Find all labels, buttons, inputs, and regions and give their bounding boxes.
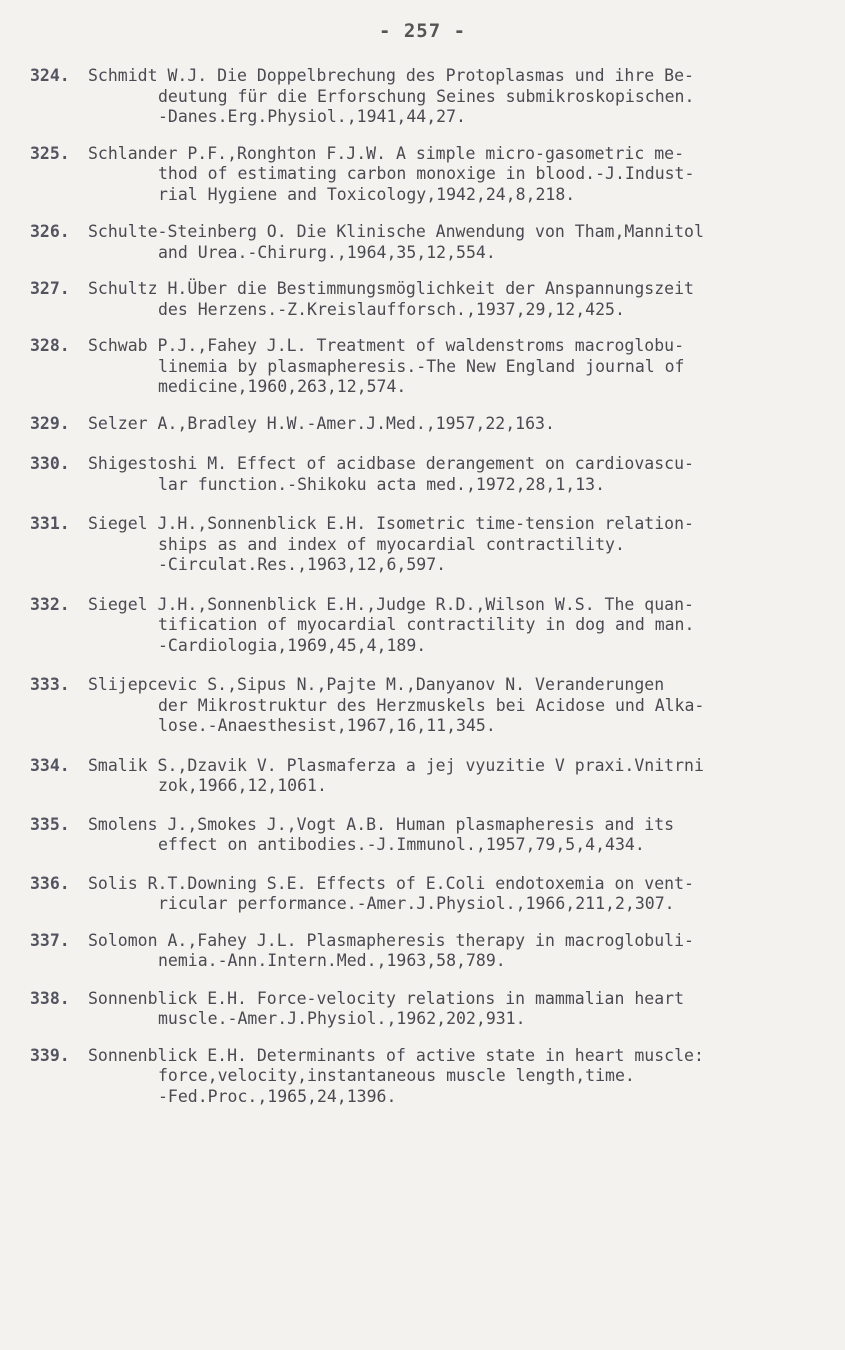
- reference-text: [88, 66, 830, 128]
- reference-line: Siegel J.H.,Sonnenblick E.H. Isometric time-tension relation-: [88, 514, 694, 533]
- reference-line: tification of myocardial contractility in dog and man.: [158, 615, 695, 634]
- reference-list: [30, 66, 830, 1107]
- reference-line: medicine,1960,263,12,574.: [158, 377, 407, 396]
- reference-line: Smolens J.,Smokes J.,Vogt A.B. Human plasmapheresis and its: [88, 814, 675, 834]
- reference-line: ships as and index of myocardial contractility.: [158, 534, 625, 554]
- reference-text: [88, 222, 830, 263]
- reference-line: Schultz H.Über die Bestimmungsmöglichkeit der Anspannungszeit: [88, 279, 694, 298]
- reference-text: [88, 595, 830, 657]
- reference-line: rial Hygiene and Toxicology,1942,24,8,218.: [158, 184, 576, 204]
- reference-line: muscle.-Amer.J.Physiol.,1962,202,931.: [158, 1009, 526, 1028]
- reference-text: [88, 1046, 830, 1108]
- reference-text: [88, 336, 830, 398]
- reference-number: 336.: [30, 873, 70, 893]
- reference-text: [88, 931, 830, 972]
- reference-line: Siegel J.H.,Sonnenblick E.H.,Judge R.D.,Wilson W.S. The quan-: [88, 594, 694, 614]
- reference-entry: [30, 874, 830, 915]
- reference-entry: [30, 222, 830, 263]
- reference-line: Solomon A.,Fahey J.L. Plasmapheresis therapy in macroglobuli-: [88, 930, 694, 950]
- reference-entry: [30, 514, 830, 576]
- reference-line: Smalik S.,Dzavik V. Plasmaferza a jej vyuzitie V praxi.Vnitrni: [88, 755, 704, 775]
- reference-line: lar function.-Shikoku acta med.,1972,28,1,13.: [158, 474, 606, 494]
- reference-line: zok,1966,12,1061.: [158, 776, 327, 795]
- reference-line: Schulte-Steinberg O. Die Klinische Anwendung von Tham,Mannitol: [88, 222, 704, 241]
- reference-line: -Danes.Erg.Physiol.,1941,44,27.: [158, 107, 466, 126]
- reference-number: 329.: [30, 413, 70, 433]
- reference-text: [88, 514, 830, 576]
- reference-line: des Herzens.-Z.Kreislaufforsch.,1937,29,12,425.: [158, 299, 625, 319]
- reference-entry: [30, 1046, 830, 1108]
- reference-line: -Cardiologia,1969,45,4,189.: [158, 635, 427, 655]
- reference-number: 327.: [30, 279, 70, 298]
- reference-line: Sonnenblick E.H. Force-velocity relations in mammalian heart: [88, 988, 685, 1008]
- reference-entry: [30, 66, 830, 128]
- reference-entry: [30, 989, 830, 1030]
- reference-line: -Circulat.Res.,1963,12,6,597.: [158, 555, 447, 574]
- reference-entry: [30, 144, 830, 206]
- reference-text: [88, 279, 830, 320]
- reference-line: linemia by plasmapheresis.-The New England journal of: [158, 356, 685, 376]
- reference-number: 337.: [30, 930, 70, 950]
- reference-line: and Urea.-Chirurg.,1964,35,12,554.: [158, 242, 496, 262]
- reference-number: 324.: [30, 66, 70, 85]
- reference-entry: [30, 595, 830, 657]
- reference-text: [88, 454, 830, 495]
- reference-entry: [30, 414, 830, 435]
- reference-number: 335.: [30, 814, 70, 834]
- reference-line: Sonnenblick E.H. Determinants of active state in heart muscle:: [88, 1045, 704, 1065]
- reference-line: force,velocity,instantaneous muscle length,time.: [158, 1066, 635, 1085]
- reference-number: 330.: [30, 454, 70, 473]
- reference-line: Schmidt W.J. Die Doppelbrechung des Protoplasmas und ihre Be-: [88, 66, 694, 85]
- page-number: - 257 -: [378, 20, 467, 42]
- reference-line: Shigestoshi M. Effect of acidbase derangement on cardiovascu-: [88, 454, 694, 473]
- reference-line: Selzer A.,Bradley H.W.-Amer.J.Med.,1957,22,163.: [88, 413, 555, 433]
- reference-text: [88, 874, 830, 915]
- reference-line: deutung für die Erforschung Seines submikroskopischen.: [158, 86, 695, 106]
- reference-number: 339.: [30, 1045, 70, 1065]
- reference-number: 326.: [30, 222, 70, 241]
- reference-number: 338.: [30, 988, 70, 1008]
- reference-text: [88, 675, 830, 737]
- reference-line: nemia.-Ann.Intern.Med.,1963,58,789.: [158, 951, 506, 970]
- reference-text: [88, 756, 830, 797]
- reference-line: -Fed.Proc.,1965,24,1396.: [158, 1086, 397, 1106]
- reference-entry: [30, 756, 830, 797]
- reference-line: Slijepcevic S.,Sipus N.,Pajte M.,Danyanov N. Veranderungen: [88, 675, 665, 694]
- reference-text: [88, 815, 830, 856]
- reference-number: 331.: [30, 514, 70, 533]
- reference-line: Schwab P.J.,Fahey J.L. Treatment of waldenstroms macroglobu-: [88, 336, 685, 355]
- reference-number: 332.: [30, 594, 70, 614]
- reference-text: [88, 414, 830, 435]
- reference-entry: [30, 675, 830, 737]
- reference-entry: [30, 815, 830, 856]
- reference-line: thod of estimating carbon monoxige in blood.-J.Indust-: [158, 164, 695, 183]
- reference-line: Schlander P.F.,Ronghton F.J.W. A simple micro-gasometric me-: [88, 143, 685, 163]
- reference-text: [88, 989, 830, 1030]
- reference-entry: [30, 931, 830, 972]
- reference-line: der Mikrostruktur des Herzmuskels bei Acidose und Alka-: [158, 695, 705, 715]
- reference-entry: [30, 454, 830, 495]
- reference-line: Solis R.T.Downing S.E. Effects of E.Coli endotoxemia on vent-: [88, 873, 694, 893]
- reference-number: 334.: [30, 755, 70, 775]
- reference-line: effect on antibodies.-J.Immunol.,1957,79,5,4,434.: [158, 835, 645, 854]
- reference-line: ricular performance.-Amer.J.Physiol.,1966,211,2,307.: [158, 894, 675, 913]
- reference-number: 333.: [30, 675, 70, 694]
- reference-number: 325.: [30, 143, 70, 163]
- reference-line: lose.-Anaesthesist,1967,16,11,345.: [158, 716, 496, 735]
- reference-entry: [30, 279, 830, 320]
- reference-number: 328.: [30, 336, 70, 355]
- reference-text: [88, 144, 830, 206]
- reference-entry: [30, 336, 830, 398]
